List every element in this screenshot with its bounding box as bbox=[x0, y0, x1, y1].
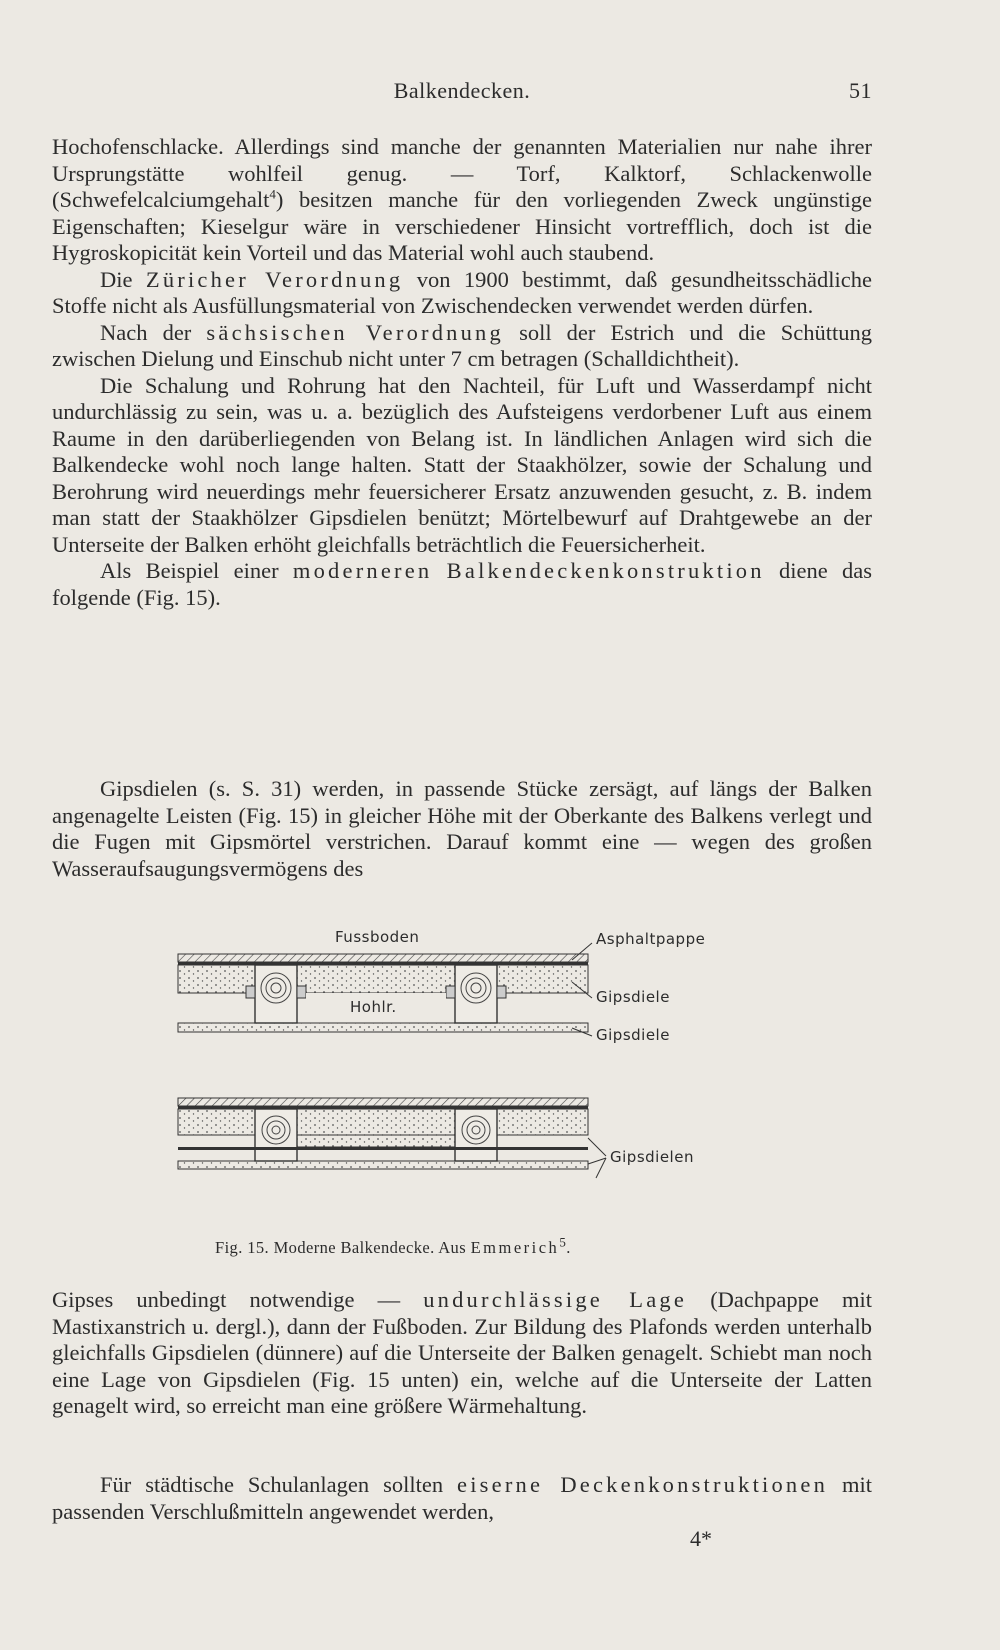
figure-caption: Fig. 15. Moderne Balkendecke. Aus Emmerich$^5$. bbox=[215, 1234, 571, 1257]
beam-left bbox=[255, 965, 297, 1023]
footnote-ref: 4 bbox=[269, 186, 276, 202]
spaced-term: moderneren bbox=[292, 558, 433, 583]
lower-section bbox=[178, 1098, 606, 1178]
caption-author: Emmerich bbox=[470, 1238, 560, 1257]
running-title: Balkendecken. bbox=[393, 78, 531, 103]
paragraph: Die Züricher Verordnung von 1900 bestimmt, daß gesundheitsschädliche Stoffe nicht als Ausfüllungsmaterial von Zwischendecken verwendet werden dürfen. bbox=[52, 266, 872, 318]
label-gipsdiele-upper: Gipsdiele bbox=[596, 988, 670, 1006]
gipsdiele-upper-layer bbox=[178, 965, 588, 993]
signature-mark: 4* bbox=[690, 1526, 712, 1551]
beam-right bbox=[455, 1109, 497, 1161]
label-gipsdiele-lower: Gipsdiele bbox=[596, 1026, 670, 1044]
spaced-term: eiserne Deckenkonstruktionen bbox=[457, 1472, 829, 1497]
spaced-term: sächsischen Verordnung bbox=[206, 319, 504, 345]
label-gipsdielen: Gipsdielen bbox=[610, 1148, 694, 1166]
fussboden-layer bbox=[178, 954, 588, 962]
beam-right bbox=[455, 965, 497, 1023]
running-head bbox=[52, 78, 872, 108]
spaced-term: undurchlässige Lage bbox=[423, 1287, 688, 1312]
paragraph: Die Schalung und Rohrung hat den Nachteil, für Luft und Wasserdampf nicht undurchlässig zu sein, was u. a. bezüglich des Aufsteigens verdorbener Luft aus einem Raume in den darüberliegenden von Belang ist. In ländlichen Anlagen wird sich die Balkendecke wohl noch lange halten. Statt der Staakhölzer, sowie der Schalung und Berohrung wird neuerdings mehr feuersicherer Ersatz anzuwenden gesucht, z. B. indem man statt der Staakhölzer Gipsdielen benützt; Mörtelbewurf auf Drahtgewebe an der Unterseite der Balken erhöht gleichfalls beträchtlich die Feuersicherheit. bbox=[52, 372, 872, 557]
paragraph: Gipses unbedingt notwendige — undurchlässige Lage (Dachpappe mit Mastixanstrich u. dergl.), dann der Fußboden. Zur Bildung des Plafonds werden unterhalb gleichfalls Gipsdielen (dünnere) auf die Unterseite der Balken genagelt. Schiebt man noch eine Lage von Gipsdielen (Fig. 15 unten) ein, welche auf die Unterseite der Latten genagelt wird, so erreicht man eine größere Wärmehaltung. bbox=[52, 1287, 872, 1418]
text-block-middle bbox=[52, 776, 872, 882]
leiste bbox=[246, 986, 255, 998]
leiste bbox=[446, 986, 455, 998]
page-number: 51 bbox=[849, 78, 872, 103]
beam-left bbox=[255, 1109, 297, 1161]
spaced-term: Züricher Verordnung bbox=[145, 266, 404, 292]
paragraph: Hochofenschlacke. Allerdings sind manche der genannten Materialien nur nahe ihrer Ursprungstätte wohlfeil genug. — Torf, Kalktorf, Schlackenwolle (Schwefelcalciumgehalt$^4$) besitzen manche für den vorliegenden Zweck ungünstige Eigenschaften; Kieselgur wäre in verschiedener Hinsicht vortrefflich, doch ist die Hygroskopicität kein Vorteil und das Material wohl auch staubend. bbox=[52, 134, 872, 265]
upper-section bbox=[178, 943, 592, 1036]
spaced-term: Balkendeckenkonstruktion bbox=[446, 558, 765, 583]
paragraph: Nach der sächsischen Verordnung soll der Estrich und die Schüttung zwischen Dielung und Einschub nicht unter 7 cm betragen (Schalldichtheit). bbox=[52, 319, 873, 371]
figure-balkendecke bbox=[160, 920, 760, 1250]
label-hohlraum: Hohlr. bbox=[350, 998, 397, 1016]
text-block-top bbox=[52, 134, 872, 611]
text-block-lower bbox=[52, 1287, 872, 1420]
leiste bbox=[297, 986, 306, 998]
label-asphaltpappe: Asphaltpappe bbox=[596, 930, 706, 948]
paragraph: Gipsdielen (s. S. 31) werden, in passende Stücke zersägt, auf längs der Balken angenagelte Leisten (Fig. 15) in gleicher Höhe mit der Oberkante des Balkens verlegt und die Fugen mit Gipsmörtel verstrichen. Darauf kommt eine — wegen des großen Wasseraufsaugungsvermögens des bbox=[52, 776, 872, 881]
figure-drawing bbox=[160, 920, 760, 1240]
gipsdiele-lower-layer bbox=[178, 1023, 588, 1032]
label-fussboden: Fussboden bbox=[335, 928, 420, 946]
text-block-bottom bbox=[52, 1472, 872, 1525]
leiste bbox=[497, 986, 506, 998]
paragraph: Für städtische Schulanlagen sollten eiserne Deckenkonstruktionen mit passenden Verschlußmitteln angewendet werden, bbox=[52, 1472, 872, 1524]
paragraph: Als Beispiel einer moderneren Balkendeckenkonstruktion diene das folgende (Fig. 15). bbox=[52, 558, 873, 610]
